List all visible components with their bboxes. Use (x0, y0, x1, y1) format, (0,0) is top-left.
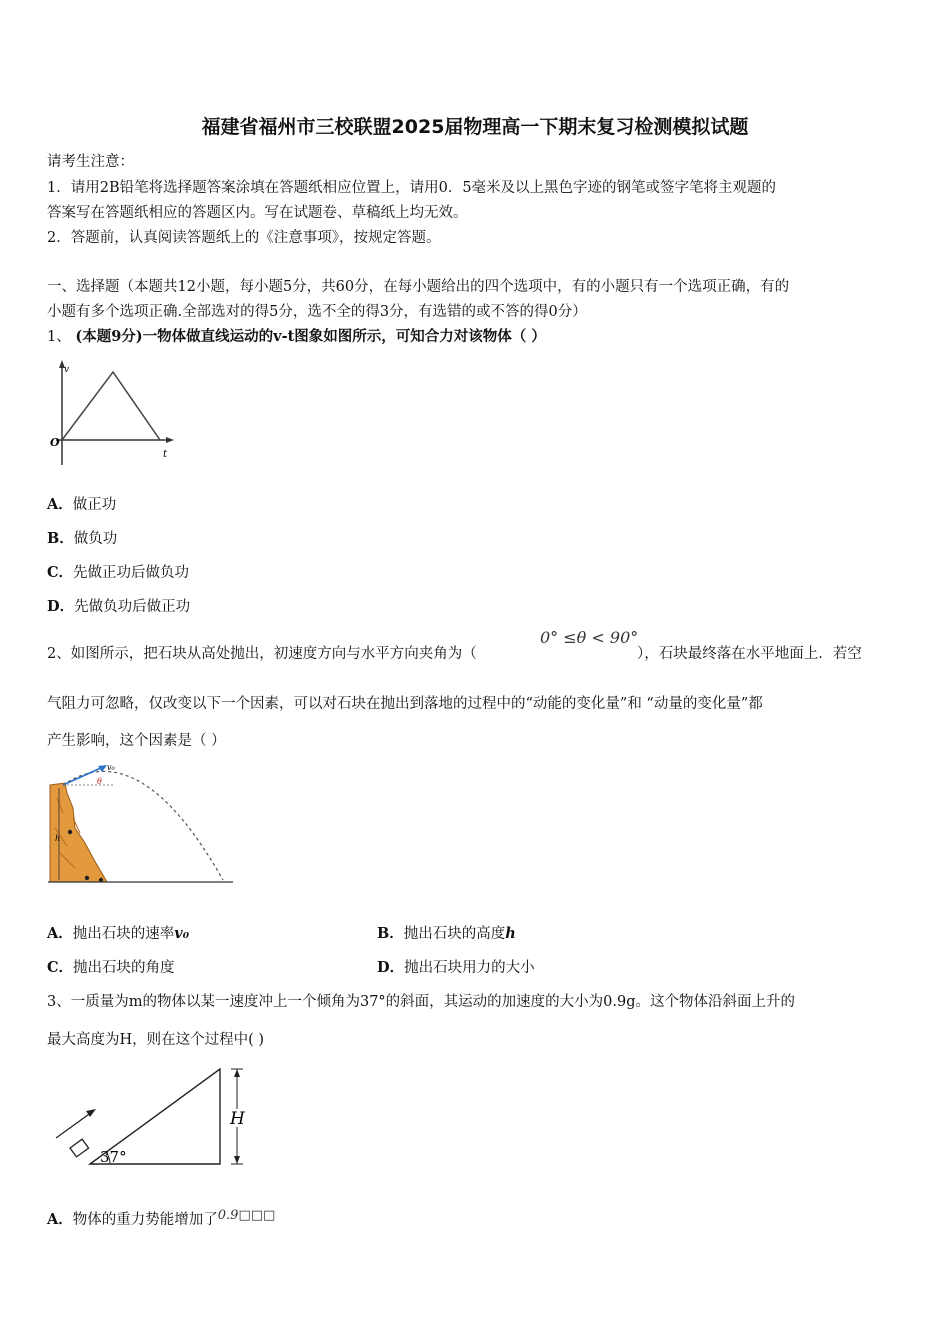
q1-option-b[interactable]: B．做负功 (47, 530, 118, 547)
q1-t-label: t (163, 449, 168, 460)
q3-block (70, 1139, 89, 1157)
q3-angle-label: 37° (100, 1148, 127, 1166)
page-title: 福建省福州市三校联盟2025届物理高一下期末复习检测模拟试题 (201, 116, 749, 138)
q3-height-arrow-top (234, 1069, 240, 1077)
q2-option-d[interactable]: D．抛出石块用力的大小 (377, 959, 535, 976)
q2-stem-b: ），石块最终落在水平地面上．若空 (637, 646, 862, 662)
q3-height-arrow-bottom (234, 1156, 240, 1164)
q2-option-c[interactable]: C．抛出石块的角度 (47, 959, 175, 976)
q1-option-a[interactable]: A．做正功 (47, 496, 117, 513)
notice-item-1b: 答案写在答题纸相应的答题区内。写在试题卷、草稿纸上均无效。 (47, 205, 468, 221)
q2-option-b[interactable]: B．抛出石块的高度h (377, 925, 516, 942)
q2-h-label: h (55, 834, 61, 843)
q1-stem-text: 一物体做直线运动的v-t图象如图所示，可知合力对该物体（ ） (142, 328, 546, 345)
q2-rock-2 (85, 876, 89, 880)
q1-vt-line (62, 372, 160, 440)
q2-rock-1 (68, 830, 72, 834)
q2-theta-label: θ (97, 777, 102, 786)
q1-stem (47, 327, 546, 347)
q1-t-axis-arrow (166, 437, 174, 443)
q3-velocity-arrow (56, 1112, 92, 1138)
q2-projectile-figure (45, 758, 240, 888)
q3-incline-figure (50, 1062, 260, 1172)
notice-item-1a: 1．请用2B铅笔将选择题答案涂填在答题纸相应位置上，请用0．5毫米及以上黑色字迹的钢笔或签字笔将主观题的 (47, 180, 777, 196)
q3-option-a-expr: 0.9□□□ (217, 1208, 276, 1223)
q2-stem-a: 2、如图所示，把石块从高处抛出，初速度方向与水平方向夹角为（ (47, 646, 477, 662)
q3-height-label: H (230, 1109, 245, 1129)
q2-angle-range: 0° ≤θ < 90° (540, 628, 639, 647)
q2-stem-line2: 气阻力可忽略，仅改变以下一个因素，可以对石块在抛出到落地的过程中的“动能的变化量”和 “动量的变化量”都 (47, 696, 763, 712)
q3-option-a[interactable]: A．物体的重力势能增加了0.9□□□ (47, 1208, 276, 1228)
section-instructions-1: 一、选择题（本题共12小题，每小题5分，共60分，在每小题给出的四个选项中，有的小题只有一个选项正确，有的 (47, 279, 790, 295)
q1-v-label: v (64, 365, 70, 375)
q1-tag: (本题9分) (75, 328, 143, 345)
notice-heading: 请考生注意： (47, 154, 134, 170)
notice-item-2: 2．答题前，认真阅读答题纸上的《注意事项》，按规定答题。 (47, 230, 441, 246)
q2-stem-line3: 产生影响，这个因素是（ ） (47, 733, 226, 749)
q2-v0-label: v₀ (107, 763, 115, 772)
q1-option-d[interactable]: D．先做负功后做正功 (47, 598, 191, 615)
section-instructions-2: 小题有多个选项正确.全部选对的得5分，选不全的得3分，有选错的或不答的得0分） (47, 304, 587, 320)
q3-stem-a: 3、一质量为m的物体以某一速度冲上一个倾角为37°的斜面，其运动的加速度的大小为0.9g。这个物体沿斜面上升的 (47, 994, 796, 1010)
q2-option-a[interactable]: A．抛出石块的速率v₀ (47, 925, 190, 942)
q1-option-c[interactable]: C．先做正功后做负功 (47, 564, 190, 581)
q1-number: 1、 (47, 329, 71, 345)
q1-vt-graph (50, 360, 180, 470)
q1-origin-label: O (50, 436, 60, 449)
q3-stem-b: 最大高度为H，则在这个过程中( ) (47, 1032, 265, 1048)
